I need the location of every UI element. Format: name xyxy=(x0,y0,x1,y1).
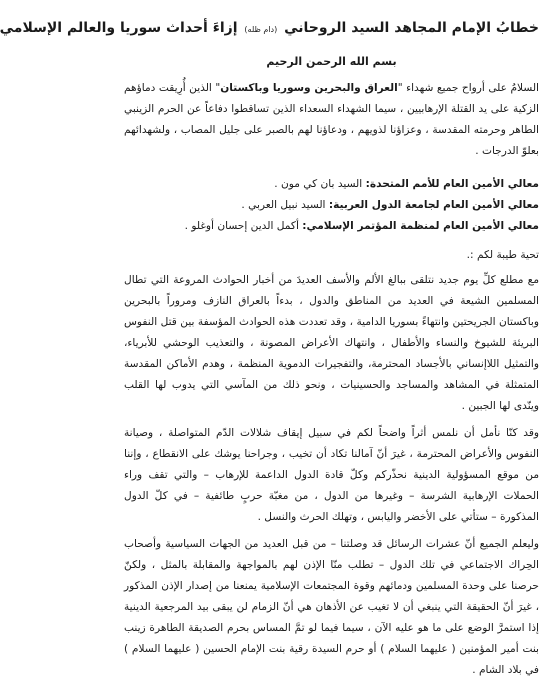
greeting-paragraph xyxy=(124,78,539,162)
greeting-countries: العراق والبحرين وسوريا وباكستان xyxy=(220,82,398,94)
title-honorific: (دام ظله) xyxy=(244,25,278,34)
title-main: خطابُ الإمام المجاهد السيد الروحاني xyxy=(284,20,539,36)
body-paragraph-3: وليعلم الجميع أنّ عشرات الرسائل قد وصلتنا – من قبل العديد من الجهات السياسية وأصحاب الحِراك الاجتماعي في تلك الدول – تطلب منّا الإذن لهم بالمواجهة والمقابلة بالمثل ، ولكنّ حرصنا على وحدة المسلمين ودمائهم وقوة المجتمعات الإسلامية يمنعنا من إصدار الإذن المذكور ، غيرَ أنّ الحقيقة التي ينبغي أن لا تغيب عن الأذهان هي أنّ الزمام لن يبقى بيد المرجعية الدينية إذا استمرَّ الوضع على ما هو عليه الآن ، سيما فيما لو تمَّ المساس بحرم الصديقة الطاهرة زينب بنت أمير المؤمنين ( عليهما السلام ) أو حرم السيدة رقية بنت الإمام الحسين ( عليهما السلام ) في بلاد الشام . xyxy=(124,538,539,676)
addressee-role: معالي الأمين العام للأمم المتحدة: xyxy=(365,178,539,190)
addressee-arab-league xyxy=(124,195,539,216)
salutation: تحية طيبة لكم :. xyxy=(466,249,539,261)
addressees-list xyxy=(124,174,539,237)
addressee-oic xyxy=(124,216,539,237)
addressee-name: السيد نبيل العربي . xyxy=(241,199,326,211)
addressee-role: معالي الأمين العام لمنظمة المؤتمر الإسلامي: xyxy=(302,220,539,232)
addressee-role: معالي الأمين العام لجامعة الدول العربية: xyxy=(328,199,539,211)
greeting-post: " الذين أُرِيقت دماؤهم الزكية على يد القتلة الإرهابيين ، سيما الشهداء السعداء الذين تساقطوا دفاعاً عن الحرم الزينبي الطاهر وحرمته المقدسة ، وعزاؤنا لذويهم ، ودعاؤنا لهم بالصبر على جليل المصاب ، ولشهدائهم بعلوّ الدرجات . xyxy=(124,82,539,157)
body-paragraph-1: مع مطلع كلِّ يوم جديد نتلقى ببالغ الألم والأسف العديدَ من أخبار الحوادث المروعة التي تطال المسلمين الشيعة في العديد من المناطق والدول ، بدءاً بالعراق النازف ومروراً بالبحرين وباكستان الجريحتين وانتهاءً بسوريا الدامية ، وقد تعددت هذه الحوادث المؤسفة بين قتل النفوس البريئة للشيوخ والنساء والأطفال ، وانتهاك الأعراض المصونة ، والتعذيب الوحشي للأبرياء، والتمثيل اللاإنساني بالأجساد المحترمة، والتفجيرات الدموية المنظمة ، وهدم الأماكن المقدسة المتمثلة في المشاهد والمساجد والحسينيات ، ونحو ذلك من المآسي التي يدوب لها القلب وينّدى لها الجبين . xyxy=(124,274,539,412)
title-rest: إزاءَ أحداث سوريا والعالم الإسلامي xyxy=(0,20,238,36)
addressee-name: أكمل الدين إحسان أوغلو . xyxy=(184,220,299,232)
addressee-un xyxy=(124,174,539,195)
basmala: بسم الله الرحمن الرحيم xyxy=(266,55,397,68)
greeting-pre: السلامُ على أرواح جميع شهداء " xyxy=(397,82,539,94)
addressee-name: السيد بان كي مون . xyxy=(274,178,363,190)
document-title xyxy=(0,18,539,40)
body-paragraph-2: وقد كنّا نأمل أن نلمس أثراً واضحاً لكم في سبيل إيقاف شلالات الدّم المتواصلة ، وصيانة النفوس والأعراض المحترمة ، غيرَ أنّ آمالنا تكاد أن تخيب ، وجراحنا يوشك على الانقطاع ، وإننا من موقع المسؤولية الدينية نحذّركم وكلّ قادة الدول الداعمة للإرهاب – والتي تقف وراء الحملات الإرهابية الشرسة – وغيرها من الدول ، من مغبّة حربٍ طائفية – في كلّ الدول المذكورة – ستأتي على الأخضر واليابس ، وتهلك الحرث والنسل . xyxy=(124,427,539,523)
